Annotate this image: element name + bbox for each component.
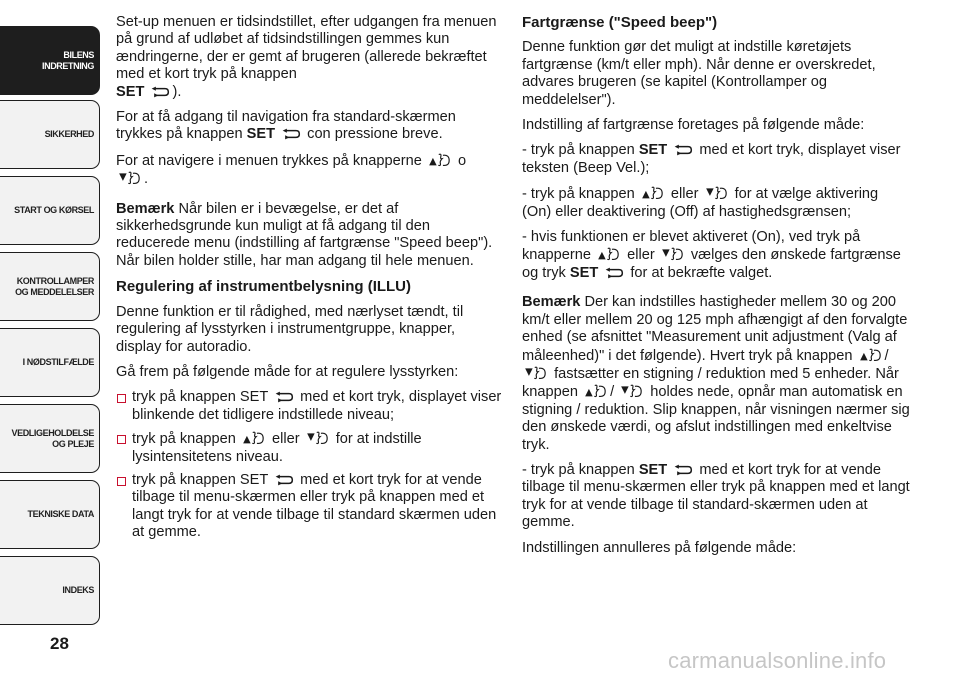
- tab-i-nodstilfaelde[interactable]: [0, 328, 100, 397]
- set-arrow-icon: [604, 267, 624, 279]
- up-arrow-icon: [584, 383, 608, 398]
- tab-label: VEDLIGEHOLDELSE OG PLEJE: [11, 427, 94, 449]
- paragraph: - hvis funktionen er blevet aktiveret (On), ved tryk på knapperne eller vælges den ønskede fartgrænse og tryk SET for at bekræfte valget.: [522, 229, 901, 281]
- tab-label: TEKNISKE DATA: [27, 509, 94, 519]
- note-label: Bemærk: [522, 294, 581, 311]
- paragraph: Set-up menuen er tidsindstillet, efter udgangen fra menuen på grund af udløbet af tidsindstillingen gemmes kun ændringerne, der er gemt af brugeren (allerede bekræftet med et kort tryk på knappen SET ).: [116, 14, 497, 100]
- up-arrow-icon: [428, 152, 452, 167]
- tab-start-og-korsel[interactable]: [0, 176, 100, 245]
- bullet-list: [116, 389, 502, 541]
- paragraph: Denne funktion gør det muligt at indstille køretøjets fartgrænse (km/t eller mph). Når denne er overskredet, advares brugeren (se kapitel (Kontrollamper og meddelelser").: [522, 39, 876, 108]
- section-heading: Fartgrænse ("Speed beep"): [522, 14, 718, 31]
- paragraph: For at få adgang til navigation fra standard-skærmen trykkes på knappen SET con pressione breve.: [116, 109, 456, 143]
- paragraph: Indstilling af fartgrænse foretages på følgende måde:: [522, 117, 865, 134]
- list-item: tryk på knappen SET med et kort tryk for at vende tilbage til menu-skærmen eller tryk på knappen med et langt tryk for at vende tilbage til standard skærmen uden at gemme.: [116, 472, 502, 542]
- set-arrow-icon: [274, 474, 294, 486]
- tab-label: I NØDSTILFÆLDE: [22, 357, 94, 367]
- set-arrow-icon: [673, 464, 693, 476]
- note-text: Når bilen er i bevægelse, er det af sikkerhedsgrunde kun muligt at få adgang til den reducerede menu (indstilling af fartgrænse "Speed beep"). Når bilen holder stille, har man adgang til hele menuen.: [116, 200, 493, 269]
- tab-kontrollamper[interactable]: [0, 252, 100, 321]
- section-heading: Regulering af instrumentbelysning (ILLU): [116, 278, 412, 296]
- paragraph: - tryk på knappen SET med et kort tryk, displayet viser teksten (Beep Vel.);: [522, 142, 901, 176]
- tab-tekniske-data[interactable]: [0, 480, 100, 549]
- up-arrow-icon: [859, 347, 883, 362]
- page-number: 28: [50, 634, 69, 653]
- tab-indeks[interactable]: [0, 556, 100, 625]
- tab-label: KONTROLLAMPER OG MEDDELELSER: [15, 275, 94, 297]
- down-arrow-icon: [620, 383, 644, 398]
- list-item: tryk på knappen eller for at indstille lysintensitetens niveau.: [116, 430, 502, 466]
- down-arrow-icon: [306, 430, 330, 445]
- set-arrow-icon: [150, 86, 170, 98]
- tab-label: START OG KØRSEL: [14, 205, 94, 215]
- down-arrow-icon: [661, 246, 685, 261]
- note: Bemærk Der kan indstilles hastigheder mellem 30 og 200 km/t eller mellem 20 og 125 mph afhængigt af den forvalgte enhed (se afsnittet "Measurement unit adjustment (Valg af måleenhed)" i det følgende). Hvert tryk på knappen / fastsætter en stigning / reduktion med 5 enheder. Når knappen / holdes nede, opnår man automatisk en stigning / reduktion. Slip knappen, når visningen nærmer sig den ønskede værdi, og afslut indstillingen med enkeltvise tryk.: [522, 294, 910, 453]
- down-arrow-icon: [118, 170, 142, 185]
- down-arrow-icon: [705, 185, 729, 200]
- tab-label: BILENS INDRETNING: [42, 49, 94, 71]
- paragraph: Denne funktion er til rådighed, med nærlyset tændt, til regulering af lysstyrken i instrumentgruppe, knapper, display for autoradio.: [116, 303, 464, 355]
- paragraph: Indstillingen annulleres på følgende måde:: [522, 539, 797, 556]
- up-arrow-icon: [597, 246, 621, 261]
- left-column: [116, 14, 502, 548]
- tab-label: SIKKERHED: [44, 129, 94, 139]
- list-item: tryk på knappen SET med et kort tryk, displayet viser blinkende det tidligere indstillede niveau;: [116, 389, 502, 424]
- paragraph: - tryk på knappen eller for at vælge aktivering (On) eller deaktivering (Off) af hastighedsgrænsen;: [522, 186, 879, 220]
- paragraph: For at navigere i menuen trykkes på knapperne o .: [116, 152, 467, 188]
- tab-label: INDEKS: [62, 585, 94, 595]
- note: [116, 201, 502, 271]
- right-column: [522, 14, 910, 565]
- paragraph: - tryk på knappen SET med et kort tryk for at vende tilbage til menu-skærmen eller tryk på knappen med et langt tryk for at vende tilbage til standard-skærmen uden at gemme.: [522, 461, 910, 531]
- set-arrow-icon: [281, 128, 301, 140]
- up-arrow-icon: [641, 185, 665, 200]
- tab-bilens-indretning[interactable]: [0, 26, 100, 95]
- note-label: Bemærk: [116, 200, 175, 217]
- down-arrow-icon: [524, 365, 548, 380]
- watermark: carmanualsonline.info: [668, 648, 887, 673]
- set-arrow-icon: [673, 144, 693, 156]
- tab-vedligeholdelse[interactable]: [0, 404, 100, 473]
- up-arrow-icon: [242, 430, 266, 445]
- paragraph: Gå frem på følgende måde for at regulere lysstyrken:: [116, 363, 459, 380]
- set-arrow-icon: [274, 391, 294, 403]
- tab-sikkerhed[interactable]: [0, 100, 100, 169]
